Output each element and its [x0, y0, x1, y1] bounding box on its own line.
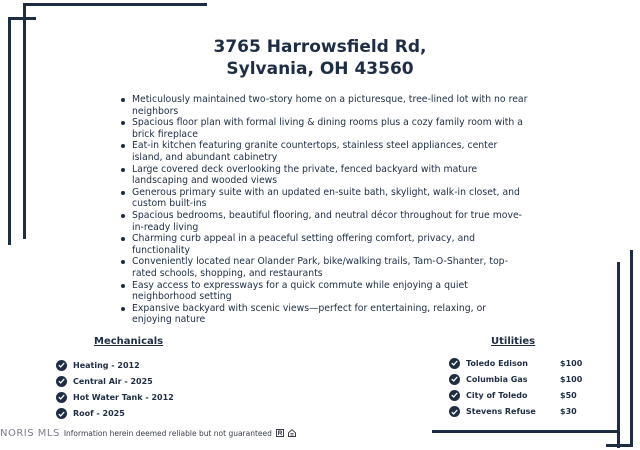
check-circle-icon	[449, 406, 460, 417]
utility-item	[449, 387, 590, 403]
utility-name: Stevens Refuse	[466, 407, 536, 417]
check-circle-icon	[56, 408, 67, 419]
feature-item: Spacious floor plan with formal living & dining rooms plus a cozy family room with a brick fireplace	[118, 117, 528, 140]
utility-name: Columbia Gas	[466, 374, 528, 384]
utility-cost: $100	[560, 374, 583, 384]
equal-housing-icon	[288, 429, 296, 437]
feature-item: Charming curb appeal in a peaceful setting offering comfort, privacy, and functionality	[118, 233, 528, 256]
footer	[0, 424, 296, 442]
utility-item	[449, 371, 590, 387]
utility-item	[449, 404, 590, 420]
check-circle-icon	[56, 360, 67, 371]
feature-item: Conveniently located near Olander Park, bike/walking trails, Tam-O-Shanter, top-rated schools, shopping, and restaurants	[118, 256, 528, 279]
utility-item	[449, 355, 590, 371]
utility-name: Toledo Edison	[466, 358, 528, 368]
mechanical-item	[56, 406, 174, 422]
check-circle-icon	[449, 358, 460, 369]
feature-item: Eat-in kitchen featuring granite countertops, stainless steel appliances, center island, and abundant cabinetry	[118, 140, 528, 163]
mechanical-label: Hot Water Tank - 2012	[73, 392, 174, 402]
frame-bottom-right-horizontal-inner	[606, 444, 633, 447]
mechanical-label: Central Air - 2025	[73, 376, 153, 386]
mechanical-label: Roof - 2025	[73, 409, 125, 419]
check-circle-icon	[449, 374, 460, 385]
frame-top-left-horizontal-inner	[8, 17, 36, 20]
feature-item: Spacious bedrooms, beautiful flooring, and neutral décor throughout for true move-in-ready living	[118, 210, 528, 233]
check-circle-icon	[449, 390, 460, 401]
frame-bottom-right-horizontal-outer	[432, 430, 620, 433]
utility-cost: $50	[560, 390, 577, 400]
feature-item: Generous primary suite with an updated en-suite bath, skylight, walk-in closet, and custom built-ins	[118, 187, 528, 210]
frame-top-left-horizontal-outer	[23, 3, 207, 6]
utility-cost: $100	[560, 358, 583, 368]
utility-cost: $30	[560, 407, 577, 417]
realtor-icon	[276, 429, 284, 437]
mechanical-label: Heating - 2012	[73, 360, 140, 370]
feature-item: Expansive backyard with scenic views—perfect for entertaining, relaxing, or enjoying nature	[118, 303, 528, 326]
feature-item: Meticulously maintained two-story home on a picturesque, tree-lined lot with no rear neighbors	[118, 94, 528, 117]
utilities-heading: Utilities	[491, 336, 536, 347]
utilities-list	[449, 355, 590, 420]
frame-bottom-right-vertical-outer	[617, 262, 620, 448]
check-circle-icon	[56, 376, 67, 387]
mechanicals-list	[56, 357, 174, 422]
feature-list	[118, 94, 528, 326]
property-address	[0, 36, 640, 80]
mechanical-item	[56, 373, 174, 389]
feature-item: Easy access to expressways for a quick commute while enjoying a quiet neighborhood setting	[118, 280, 528, 303]
utility-name: City of Toledo	[466, 390, 528, 400]
address-line-1: 3765 Harrowsfield Rd,	[213, 37, 427, 57]
frame-bottom-right-vertical-inner	[630, 250, 633, 446]
address-line-2: Sylvania, OH 43560	[226, 59, 414, 79]
check-circle-icon	[56, 392, 67, 403]
mechanical-item	[56, 389, 174, 405]
disclaimer-text: Information herein deemed reliable but not guaranteed	[63, 428, 272, 438]
mechanical-item	[56, 357, 174, 373]
feature-item: Large covered deck overlooking the private, fenced backyard with mature landscaping and wooded views	[118, 164, 528, 187]
mechanicals-heading: Mechanicals	[94, 336, 164, 347]
mls-logo: NORIS MLS	[0, 427, 60, 439]
